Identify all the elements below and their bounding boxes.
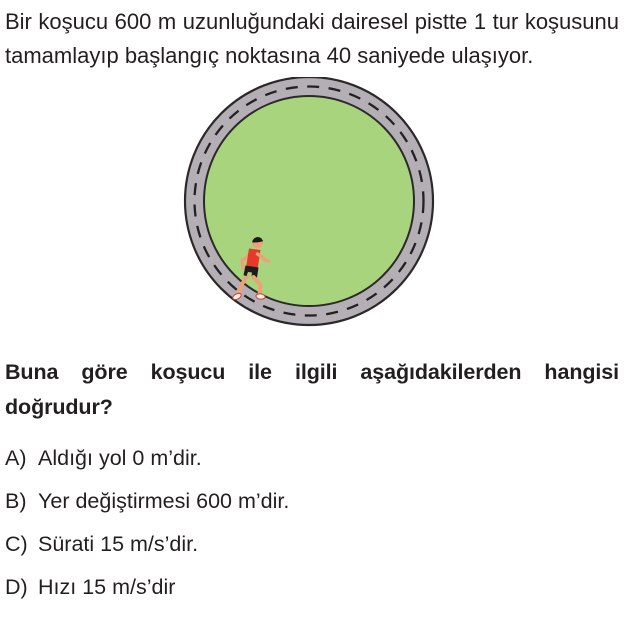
option-c[interactable] [5,523,619,566]
option-d[interactable] [5,566,619,609]
option-c-text: Sürati 15 m/s’dir. [38,532,199,556]
option-b[interactable] [5,480,619,523]
option-d-letter: D) [5,575,28,599]
option-a-letter: A) [5,446,27,470]
track-diagram-svg [0,77,624,341]
option-a[interactable] [5,437,619,480]
option-d-text: Hızı 15 m/s’dir [38,575,176,599]
option-c-letter: C) [5,532,28,556]
option-a-text: Aldığı yol 0 m’dir. [38,446,202,470]
track-infield [204,96,414,306]
track-diagram [0,77,624,341]
question-text: Buna göre koşucu ile ilgili aşağıdakilerden hangisi doğrudur? [5,360,619,419]
intro-paragraph: Bir koşucu 600 m uzunluğundaki dairesel pistte 1 tur koşusunu tamamlayıp başlangıç noktasına 40 saniyede ulaşıyor. [5,9,619,68]
option-b-letter: B) [5,489,27,513]
option-b-text: Yer değiştirmesi 600 m’dir. [38,489,290,513]
options-list [0,437,624,609]
